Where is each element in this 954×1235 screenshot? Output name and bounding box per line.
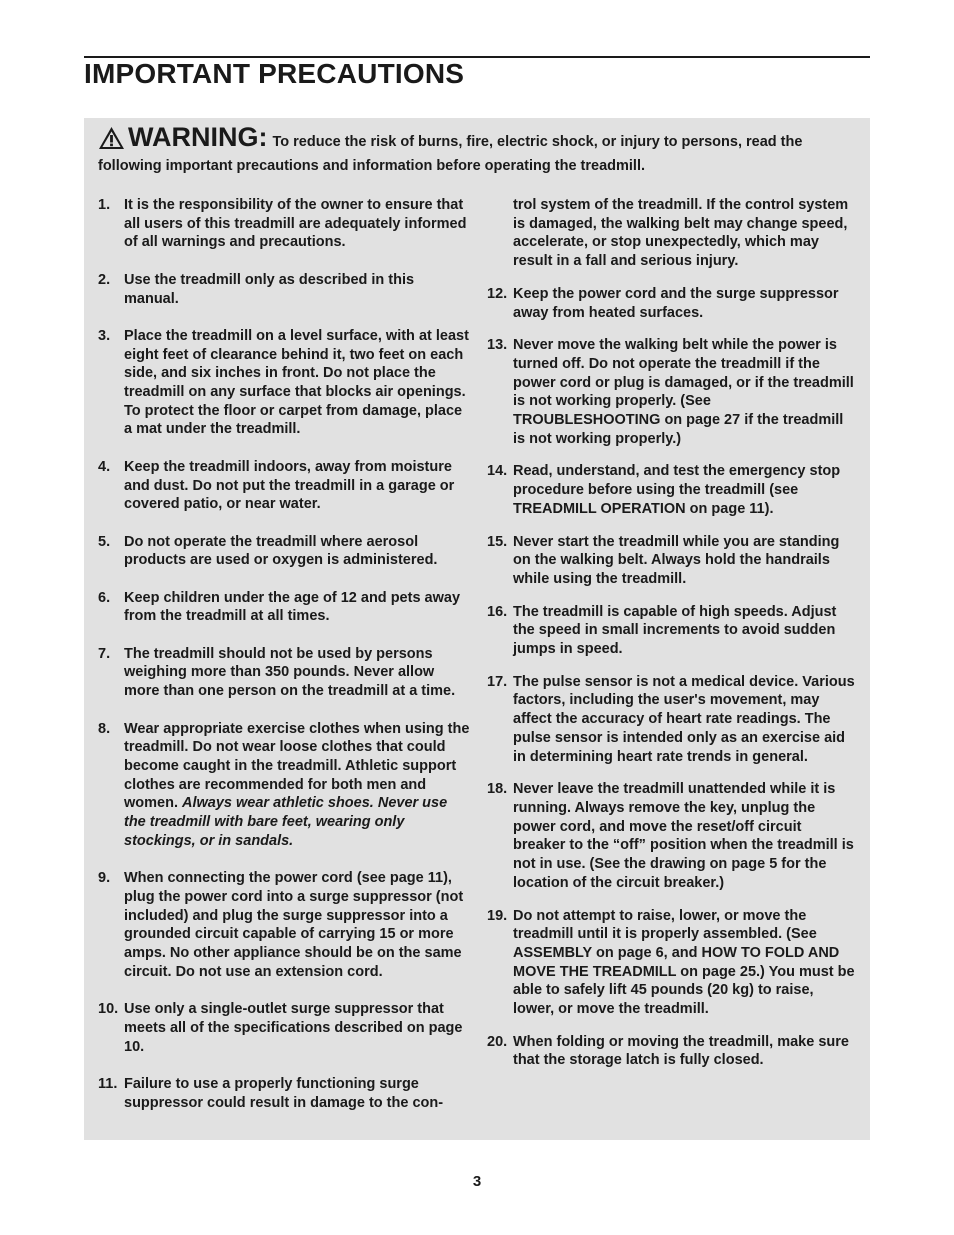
item-text: Place the treadmill on a level surface, with at least eight feet of clearance behind it, two feet on each side, and six inches in front. Do not place the treadmill on any surface that blocks air openings. To protect the floor or carpet from damage, place a mat under the treadmill. <box>124 327 469 438</box>
item-text: Do not operate the treadmill where aerosol products are used or oxygen is administered. <box>124 533 438 569</box>
item-number: 16. <box>487 603 508 620</box>
item-number: 1. <box>98 197 111 213</box>
item-text: The treadmill is capable of high speeds. Adjust the speed in small increments to avoid sudden jumps in speed. <box>513 603 837 658</box>
item-number: 4. <box>98 458 111 475</box>
item-number: 3. <box>98 327 111 344</box>
list-item <box>98 271 470 308</box>
list-item <box>98 1000 470 1056</box>
item-text: When folding or moving the treadmill, make sure that the storage latch is fully closed. <box>513 1033 849 1069</box>
item-text: Never start the treadmill while you are standing on the walking belt. Always hold the handrails while using the treadmill. <box>513 533 840 587</box>
item-text: Do not attempt to raise, lower, or move the treadmill until it is properly assembled. (See ASSEMBLY on page 6, and HOW TO FOLD AND MOVE THE TREADMILL on page 25.) You must be able to safely lift 45 pounds (20 kg) to raise, lower, or move the treadmill. <box>513 907 855 1018</box>
warning-label: WARNING: <box>128 122 268 152</box>
item-number: 20. <box>487 1033 508 1050</box>
item-italic-text: Always wear athletic shoes. Never use the treadmill with bare feet, wearing only stockings, or in sandals. <box>124 795 448 849</box>
item-text: Read, understand, and test the emergency stop procedure before using the treadmill (see TREADMILL OPERATION on page 11). <box>513 463 841 517</box>
item-number: 6. <box>98 589 111 606</box>
item-number: 7. <box>98 645 111 662</box>
item-text: The pulse sensor is not a medical device. Various factors, including the user's movement, may affect the accuracy of heart rate readings. The pulse sensor is intended only as an exercise aid in determining heart rate trends in general. <box>513 673 855 765</box>
item-number: 2. <box>98 271 111 288</box>
item-text: Never leave the treadmill unattended while it is running. Always remove the key, unplug the power cord, and move the reset/off circuit breaker to the “off” position when the treadmill is not in use. (See the drawing on page 5 for the location of the circuit breaker.) <box>513 781 854 891</box>
item-text: Use only a single-outlet surge suppressor that meets all of the specifications described on page 10. <box>124 1001 463 1055</box>
list-item <box>487 780 857 892</box>
list-item <box>98 533 470 570</box>
list-item <box>98 1075 470 1112</box>
item-number: 18. <box>487 781 508 798</box>
item-text: When connecting the power cord (see page 11), plug the power cord into a surge suppressor (not included) and plug the surge suppressor into a grounded circuit capable of carrying 15 or more amps. No other appliance should be on the same circuit. Do not use an extension cord. <box>124 870 464 980</box>
item-text: Use the treadmill only as described in this manual. <box>124 271 415 307</box>
list-item <box>487 533 857 589</box>
item-text: Keep children under the age of 12 and pets away from the treadmill at all times. <box>124 589 461 625</box>
page-title: IMPORTANT PRECAUTIONS <box>84 58 465 89</box>
item-text: Keep the power cord and the surge suppressor away from heated surfaces. <box>513 285 839 321</box>
item-number: 5. <box>98 533 111 550</box>
item-number: 13. <box>487 337 508 354</box>
item-number: 11. <box>98 1075 118 1092</box>
list-item <box>487 603 857 659</box>
list-item <box>98 720 470 851</box>
item-number: 17. <box>487 673 508 690</box>
list-item <box>487 285 857 322</box>
list-item <box>487 1033 857 1070</box>
list-item <box>98 196 470 252</box>
item-text: Wear appropriate exercise clothes when using the treadmill. Do not wear loose clothes that could become caught in the treadmill. Athletic support clothes are recommended for both men and women. <box>124 720 470 812</box>
page-number: 3 <box>472 1173 482 1190</box>
item-number: 12. <box>487 285 508 302</box>
list-item <box>98 869 470 981</box>
item-number: 9. <box>98 870 111 887</box>
item-text: It is the responsibility of the owner to ensure that all users of this treadmill are adequately informed of all warnings and precautions. <box>124 197 467 251</box>
list-item <box>98 589 470 626</box>
list-item <box>487 907 857 1019</box>
list-item <box>98 645 470 701</box>
list-item <box>98 458 470 514</box>
warning-triangle-icon <box>98 126 125 156</box>
precautions-column-right <box>487 196 857 1070</box>
item-text: Failure to use a properly functioning surge suppressor could result in damage to the con- <box>124 1075 444 1111</box>
item-text: Never move the walking belt while the power is turned off. Do not operate the treadmill if the power cord or plug is damaged, or if the treadmill is not working properly. (See TROUBLESHOOTING on page 27 if the treadmill is not working properly.) <box>513 337 854 447</box>
list-item <box>98 327 470 439</box>
item-number: 19. <box>487 907 508 924</box>
list-item <box>487 673 857 767</box>
item-text: The treadmill should not be used by persons weighing more than 350 pounds. Never allow more than one person on the treadmill at a time. <box>124 645 456 700</box>
item-number: 10. <box>98 1001 119 1018</box>
item-number: 14. <box>487 463 508 480</box>
warning-block <box>98 122 858 176</box>
item-text: Keep the treadmill indoors, away from moisture and dust. Do not put the treadmill in a garage or covered patio, or near water. <box>124 458 455 513</box>
item-number: 15. <box>487 533 508 550</box>
precautions-column-left <box>98 196 470 1112</box>
warning-text: To reduce the risk of burns, fire, electric shock, or injury to persons, read the following important precautions and information before operating the treadmill. <box>98 134 803 174</box>
item-number: 8. <box>98 720 111 737</box>
list-item-continuation: trol system of the treadmill. If the control system is damaged, the walking belt may change speed, accelerate, or stop unexpectedly, which may result in a fall and serious injury. <box>513 197 849 270</box>
list-item <box>487 336 857 448</box>
list-item <box>487 462 857 518</box>
